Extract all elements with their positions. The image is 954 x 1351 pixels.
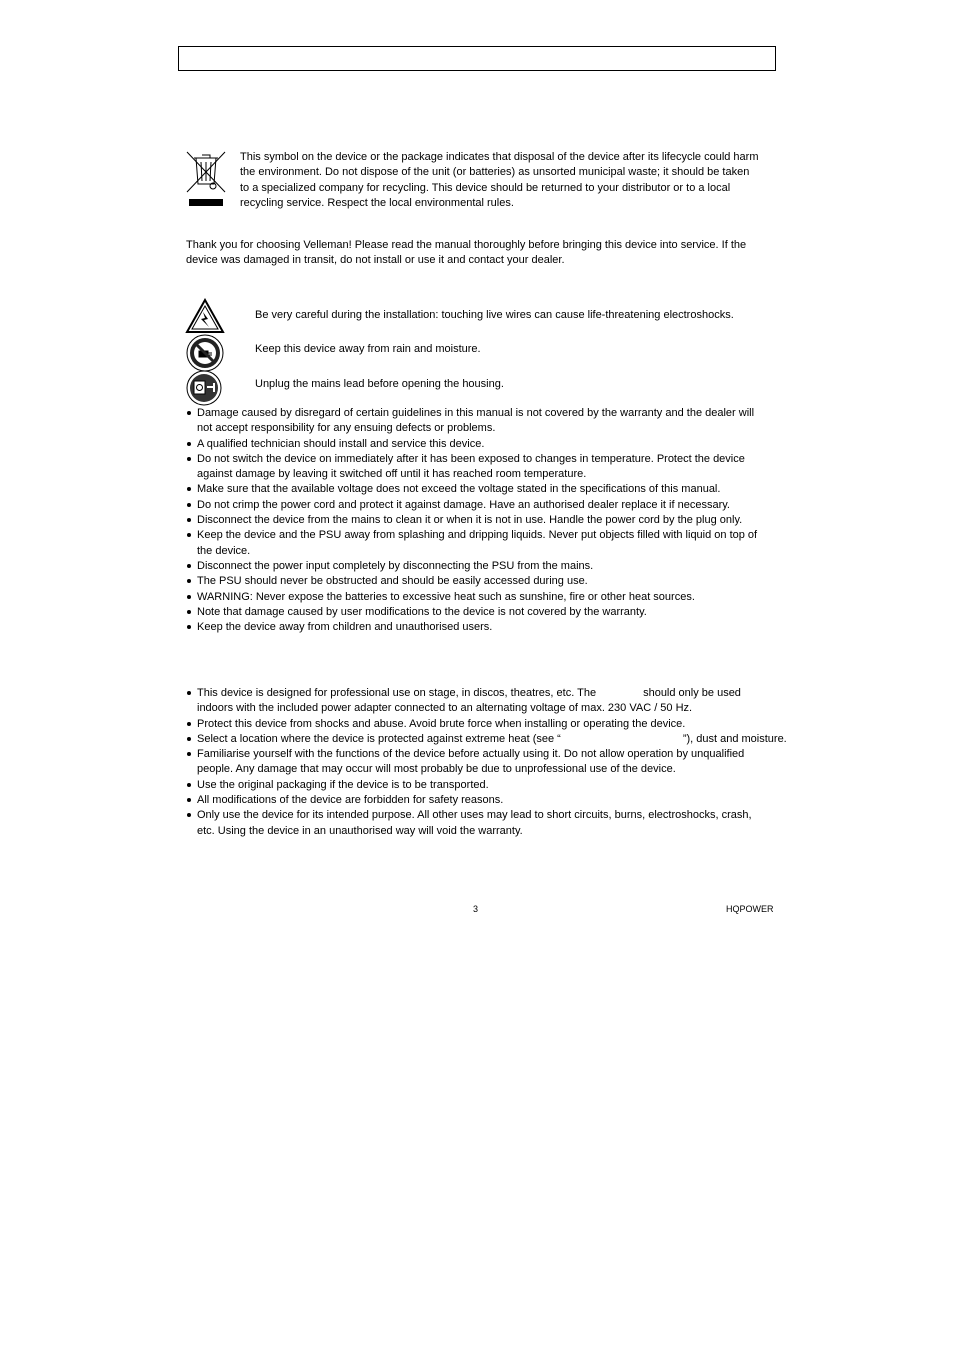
list-item: Only use the device for its intended purpose. All other uses may lead to short circuits, burns, electroshocks, crash, etc. Using the device in an unauthorised way will void the warranty. [186,808,770,839]
page-number: 3 [473,904,479,914]
list-item: Note that damage caused by user modifications to the device is not covered by the warranty. [186,605,770,620]
list-item: Disconnect the device from the mains to clean it or when it is not in use. Handle the power cord by the plug only. [186,513,770,528]
footer-brand: HQPOWER [726,904,774,914]
moisture-warning-text: Keep this device away from rain and moisture. [255,343,481,355]
list-item: All modifications of the device are forbidden for safety reasons. [186,793,770,808]
list-item: Use the original packaging if the device is to be transported. [186,778,770,793]
list-item: Make sure that the available voltage does not exceed the voltage stated in the specifications of this manual. [186,482,770,497]
list-item: Keep the device away from children and unauthorised users. [186,620,770,635]
list-item: Do not switch the device on immediately after it has been exposed to changes in temperature. Protect the device against damage by leaving it switched off until it has reached room temperature. [186,452,770,483]
list-item: Damage caused by disregard of certain guidelines in this manual is not covered by the warranty and the dealer will not accept responsibility for any ensuing defects or problems. [186,406,770,437]
list-item: The PSU should never be obstructed and should be easily accessed during use. [186,574,770,589]
list-item: Do not crimp the power cord and protect it against damage. Have an authorised dealer replace it if necessary. [186,498,770,513]
weee-disposal-text: This symbol on the device or the package indicates that disposal of the device after its lifecycle could harm the environment. Do not dispose of the unit (or batteries) as unsorted municipal waste; it should be taken to a specialized company for recycling. This device should be returned to your distributor or to a local recycling service. Respect the local environmental rules. [240,151,759,209]
intro-paragraph: Thank you for choosing Velleman! Please read the manual thoroughly before bringing this device into service. If the device was damaged in transit, do not install or use it and contact your dealer. [186,239,747,267]
list-item: Disconnect the power input completely by disconnecting the PSU from the mains. [186,559,770,574]
general-guidelines-list [186,686,787,839]
list-item [186,686,770,717]
safety-guidelines-list [186,406,770,635]
header-box [178,46,776,71]
usage-text: This device is designed for professional use on stage, in discos, theatres, etc. The [197,687,597,699]
usage-text: ”), dust and moisture. [682,732,787,745]
electric-shock-warning-text: Be very careful during the installation: touching live wires can cause life-threatening electroshocks. [255,309,734,321]
list-item [186,732,787,747]
list-item: A qualified technician should install and service this device. [186,437,770,452]
unplug-warning-text: Unplug the mains lead before opening the housing. [255,378,504,390]
usage-text: should only be used indoors with the included power adapter connected to an alternating voltage of max. 230 VAC / 50 Hz. [197,687,741,715]
usage-text: Select a location where the device is protected against extreme heat (see “ [197,732,561,745]
list-item: Familiarise yourself with the functions of the device before actually using it. Do not allow operation by unqualified people. Any damage that may occur will most probably be due to unprofessional use of the device. [186,747,770,778]
crossed-out-wheelie-bin-icon [185,150,227,215]
list-item: Keep the device and the PSU away from splashing and dripping liquids. Never put objects filled with liquid on top of the device. [186,528,770,559]
list-item: Protect this device from shocks and abuse. Avoid brute force when installing or operating the device. [186,717,770,732]
list-item: WARNING: Never expose the batteries to excessive heat such as sunshine, fire or other heat sources. [186,590,770,605]
